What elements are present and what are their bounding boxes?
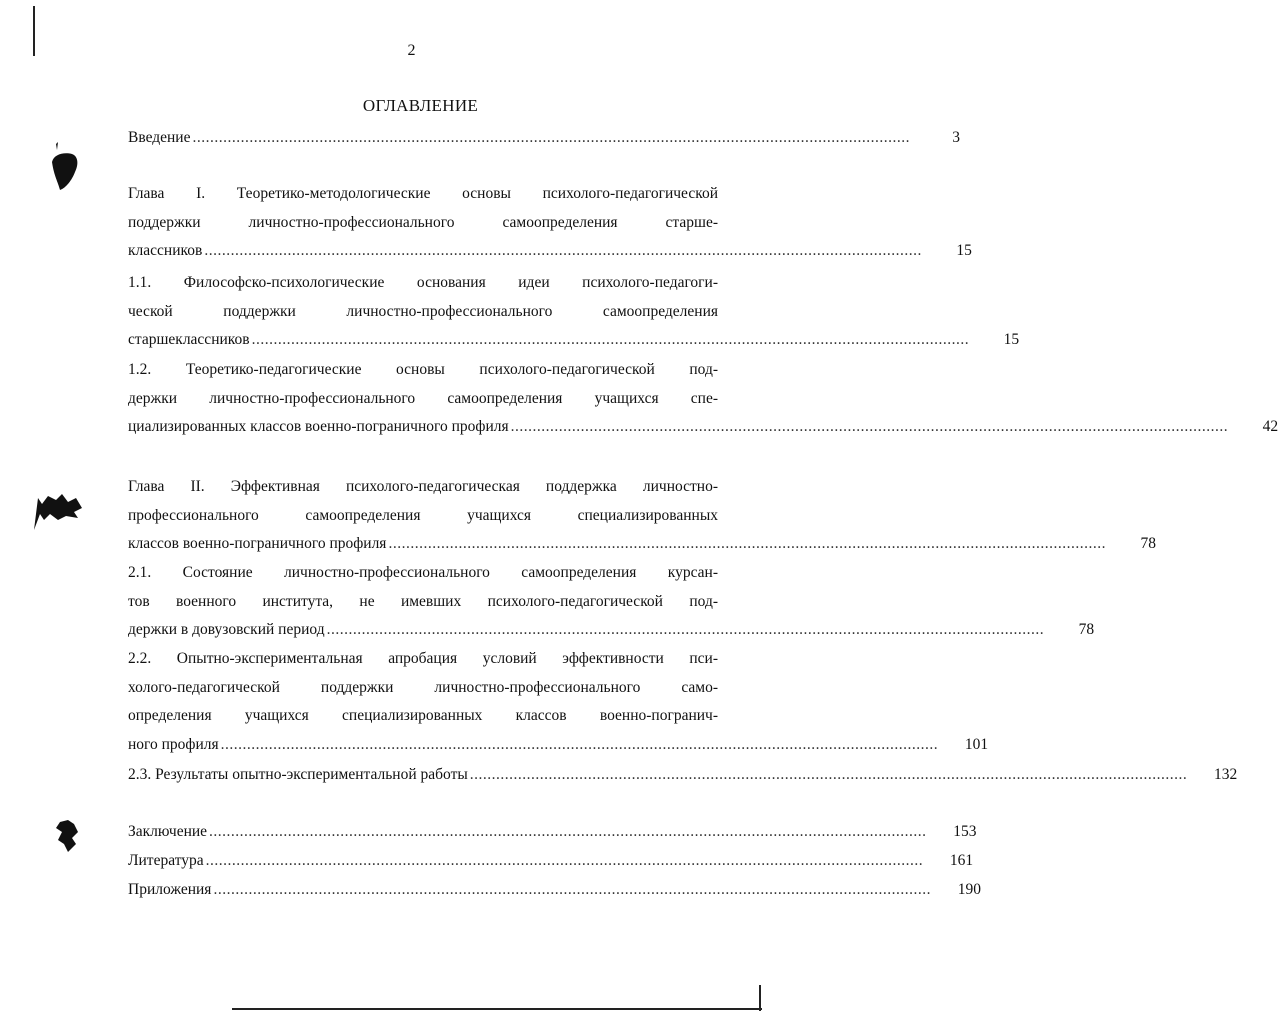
ink-blot-icon <box>48 140 82 192</box>
toc-page-number: 161 <box>949 852 974 869</box>
toc-page-number: 132 <box>1214 766 1238 783</box>
toc-entry-text: старшеклассников <box>128 331 250 349</box>
toc-entry[interactable] <box>128 818 977 847</box>
toc-entry[interactable] <box>128 847 974 876</box>
toc-entry-last-line <box>128 237 972 266</box>
toc-entry-last-line <box>128 731 989 760</box>
toc-entry-last-line <box>128 876 981 905</box>
toc-entry-text: Введение <box>128 129 191 146</box>
toc-entry-last-line <box>128 616 1095 645</box>
toc-entry-last-line <box>128 818 977 847</box>
ink-blot-icon <box>32 490 84 532</box>
toc-entry-text: Приложения <box>128 881 212 898</box>
dot-leader: .................................................................................................................................................................... <box>213 881 931 898</box>
toc-entry-text: классников <box>128 242 203 260</box>
toc-entry-last-line <box>128 413 1278 442</box>
toc-entry-text-line: Глава II. Эффективная психолого-педагогическая поддержка личностно- <box>128 478 718 495</box>
toc-entry-text-line: 1.2. Теоретико-педагогические основы психолого-педагогической под- <box>128 361 718 378</box>
dot-leader: .................................................................................................................................................................... <box>326 621 1045 639</box>
toc-page-number: 78 <box>1078 621 1095 639</box>
toc-page-number: 15 <box>1003 331 1020 349</box>
toc-entry-text-line: тов военного института, не имевших психолого-педагогической под- <box>128 592 718 610</box>
toc-entry[interactable] <box>128 645 989 759</box>
toc-entry-text: классов военно-пограничного профиля <box>128 535 387 553</box>
toc-entry[interactable] <box>128 124 960 153</box>
toc-entry[interactable] <box>128 180 972 266</box>
dot-leader: .................................................................................................................................................................... <box>388 535 1106 553</box>
dot-leader: .................................................................................................................................................................... <box>192 129 910 146</box>
toc-entry-text-line: ческой поддержки личностно-профессионального самоопределения <box>128 302 718 320</box>
toc-entry-last-line <box>128 124 960 153</box>
toc-entry-last-line <box>128 761 1238 790</box>
toc-entry-text-line: профессионального самоопределения учащихся специализированных <box>128 506 718 524</box>
dot-leader: .................................................................................................................................................................... <box>469 766 1188 783</box>
toc-entry[interactable] <box>128 559 1095 645</box>
toc-entry-text-line: 2.2. Опытно-экспериментальная апробация условий эффективности пси- <box>128 650 718 667</box>
dot-leader: .................................................................................................................................................................... <box>209 823 927 840</box>
toc-entry-last-line <box>128 326 1020 355</box>
dot-leader: .................................................................................................................................................................... <box>205 852 924 869</box>
toc-page-number: 190 <box>957 881 981 898</box>
ink-blot-icon <box>54 818 82 854</box>
toc-entry-text: циализированных классов военно-пограничного профиля <box>128 418 509 436</box>
toc-entry[interactable] <box>128 473 1156 559</box>
dot-leader: .................................................................................................................................................................... <box>220 735 939 753</box>
toc-entry-text-line: держки личностно-профессионального самоопределения учащихся спе- <box>128 389 718 407</box>
toc-page-number: 3 <box>952 129 960 146</box>
toc-entry-text-line: 2.1. Состояние личностно-профессионального самоопределения курсан- <box>128 564 718 581</box>
toc-entry[interactable] <box>128 269 1020 355</box>
toc-entry-text: Литература <box>128 852 204 869</box>
page-title: ОГЛАВЛЕНИЕ <box>362 96 479 115</box>
toc-entry[interactable] <box>128 356 1278 442</box>
dot-leader: .................................................................................................................................................................... <box>204 242 922 260</box>
toc-entry[interactable] <box>128 876 981 905</box>
toc-entry-text: 2.3. Результаты опытно-экспериментальной работы <box>128 766 468 783</box>
toc-entry-text-line: поддержки личностно-профессионального самоопределения старше- <box>128 213 718 231</box>
toc-entry-text-line: Глава I. Теоретико-методологические основы психолого-педагогической <box>128 185 718 202</box>
toc-page-number: 153 <box>953 823 977 840</box>
toc-page-number: 101 <box>964 735 989 753</box>
toc-entry-text-line: 1.1. Философско-психологические основания идеи психолого-педагоги- <box>128 274 718 291</box>
toc-entry-text: держки в довузовский период <box>128 621 325 639</box>
dot-leader: .................................................................................................................................................................... <box>510 418 1229 436</box>
scan-bottom-line <box>232 1008 762 1010</box>
dot-leader: .................................................................................................................................................................... <box>251 331 970 349</box>
toc-entry[interactable] <box>128 761 1238 790</box>
toc-entry-text-line: определения учащихся специализированных классов военно-погранич- <box>128 707 718 725</box>
toc-entry-last-line <box>128 847 974 876</box>
toc-entry-text-line: холого-педагогической поддержки личностно-профессионального само- <box>128 678 718 696</box>
toc-entry-last-line <box>128 530 1156 559</box>
toc-page-number: 15 <box>956 242 972 260</box>
toc-entry-text: Заключение <box>128 823 208 840</box>
page-number: 2 <box>407 42 416 59</box>
toc-page-number: 78 <box>1140 535 1156 553</box>
toc-entry-text: ного профиля <box>128 735 219 753</box>
toc-page-number: 42 <box>1262 418 1278 436</box>
